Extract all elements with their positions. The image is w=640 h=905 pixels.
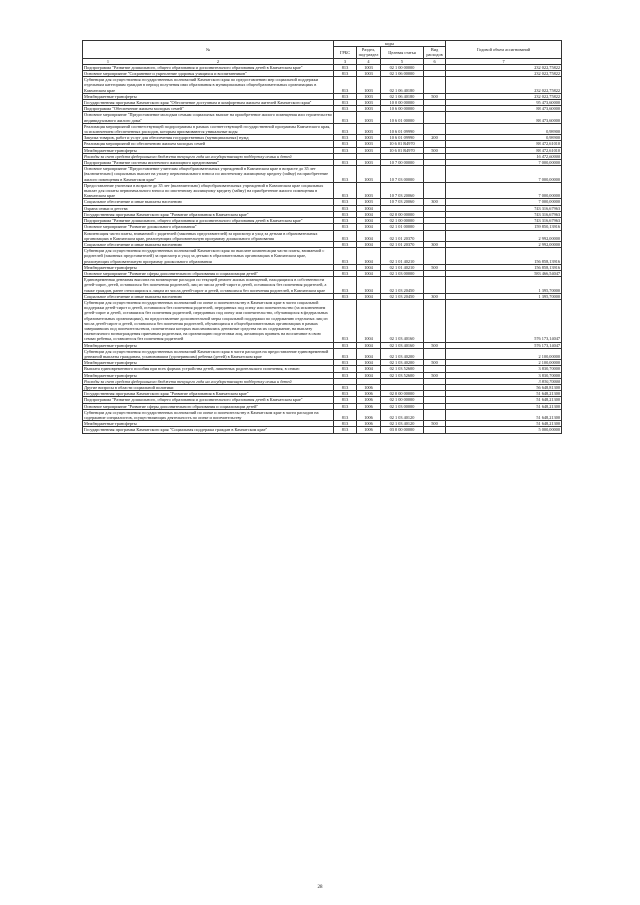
row-section: 1003 [357, 182, 381, 199]
table-row [83, 248, 562, 265]
row-grbs: 813 [334, 141, 357, 147]
column-index-label: 3 [343, 58, 347, 64]
row-target: 02 1 03 40200 [381, 348, 424, 359]
row-exp-type [424, 182, 446, 199]
row-target: 10 6 01 09990 [381, 135, 424, 141]
row-target: 10 0 00 00000 [381, 100, 424, 106]
header-target: Целевая статья [381, 47, 424, 58]
row-amount: 95 473,60000 [446, 100, 562, 106]
row-name: Межбюджетные трансферты [83, 372, 334, 378]
row-section: 1003 [357, 147, 381, 153]
header-grbs: ГРБС [334, 47, 357, 58]
row-name: Межбюджетные трансферты [83, 360, 334, 366]
row-grbs: 813 [334, 366, 357, 372]
row-section: 1004 [357, 348, 381, 359]
row-section: 1004 [357, 218, 381, 224]
row-target: 02 1 01 40210 [381, 264, 424, 270]
row-amount: 88 472,61010 [446, 141, 562, 147]
row-name: Подпрограмма "Развитие дошкольного, общего образования и дополнительного образования детей в Камчатском крае" [83, 218, 334, 224]
table-row [83, 123, 562, 134]
row-amount: 2 992,00000 [446, 230, 562, 241]
row-section: 1003 [357, 71, 381, 77]
row-amount: 88 472,61010 [446, 147, 562, 153]
row-name: Основное мероприятие "Сохранение и укрепление здоровья учащихся и воспитанников" [83, 71, 334, 77]
budget-table [82, 40, 562, 434]
row-target: 02 1 03 40160 [381, 342, 424, 348]
row-amount: 3 830,70000 [446, 378, 562, 384]
row-name: Государственная программа Камчатского края "Развитие образования в Камчатском крае" [83, 391, 334, 397]
row-target: 02 0 00 00000 [381, 211, 424, 217]
header-section: Раздел, под-раздел [357, 47, 381, 58]
row-section: 1004 [357, 299, 381, 342]
row-grbs: 813 [334, 241, 357, 247]
row-amount: 88 473,60000 [446, 112, 562, 123]
row-exp-type: 500 [424, 264, 446, 270]
row-grbs: 813 [334, 100, 357, 106]
row-amount: 156 858,13916 [446, 248, 562, 265]
row-amount: 159 850,13916 [446, 224, 562, 230]
row-name: Межбюджетные трансферты [83, 93, 334, 99]
row-name: Основное мероприятие "Предоставление учителям общеобразовательных учреждений в Камчатском крае в возрасте до 35 лет (включительно) социальных выплат на уплату первоначального взноса по ипотечному жилищному кредиту (займу) на приобретение жилого помещения в Камчатском крае" [83, 166, 334, 183]
row-section: 1004 [357, 224, 381, 230]
row-grbs: 813 [334, 224, 357, 230]
row-amount: 0,98900 [446, 123, 562, 134]
row-grbs: 813 [334, 147, 357, 153]
row-amount: 232 022,75822 [446, 77, 562, 94]
row-exp-type [424, 409, 446, 420]
row-target: 10 6 00 00000 [381, 106, 424, 112]
row-grbs: 813 [334, 264, 357, 270]
row-grbs: 813 [334, 397, 357, 403]
row-name: Расходы за счет средств федерального бюджета текущего года на государственную поддержку семьи и детей [83, 153, 334, 159]
row-amount: 51 648,21300 [446, 409, 562, 420]
row-name: Субвенции для осуществления государственных полномочий по опеке и попечительству в Камчатском крае в части расходов на содержание специалистов, осуществляющих деятельность по опеке и попечительству [83, 409, 334, 420]
row-section: 1006 [357, 391, 381, 397]
row-amount: 576 173,14047 [446, 299, 562, 342]
row-name: Основное мероприятие "Развитие сферы дополнительного образования и социализации детей" [83, 270, 334, 276]
row-grbs: 813 [334, 293, 357, 299]
row-section: 1004 [357, 241, 381, 247]
row-name: Выплата единовременного пособия при всех формах устройства детей, лишенных родительского попечения, в семью [83, 366, 334, 372]
row-name: Государственная программа Камчатского края "Развитие образования в Камчатском крае" [83, 211, 334, 217]
row-grbs: 813 [334, 421, 357, 427]
column-index-label: 4 [367, 58, 370, 64]
row-target: 10 7 00 00000 [381, 160, 424, 166]
row-name: Субвенции для осуществления государственных полномочий по опеке и попечительству в Камчатском крае в части социальной поддержки детей-сирот и детей, оставшихся без попечения родителей, переданных под опеку или попечительство (за исключением детей-сирот и детей, оставшихся без попечения родителей, переданных под опеку или попечительство, обучающихся в федеральных образовательных организациях), на предоставление дополнительной меры социальной поддержки по содержанию отдельных лиц из числа детей-сирот и детей, оставшихся без попечения родителей, обучающихся в общеобразовательных организациях в рамках завершивших под попечительством, попечителям которых выплачивались денежные средства на их содержание, на выплату ежемесячного вознаграждения приемным родителям, на организацию подготовки лиц, желающих принять на воспитание в свою семью ребенка, оставшегося без попечения родителей [83, 299, 334, 342]
row-exp-type: 500 [424, 147, 446, 153]
row-grbs: 813 [334, 409, 357, 420]
row-name: Основное мероприятие "Развитие сферы дополнительного образования и социализации детей" [83, 403, 334, 409]
row-target: 02 1 03 00000 [381, 403, 424, 409]
table-header [83, 41, 562, 65]
row-exp-type [424, 112, 446, 123]
row-name: Другие вопросы в области социальной политики [83, 384, 334, 390]
row-target: 02 1 06 40180 [381, 77, 424, 94]
row-amount: 7 000,00000 [446, 182, 562, 199]
row-target: 02 1 03 52600 [381, 372, 424, 378]
row-amount: 576 173,14047 [446, 342, 562, 348]
row-section: 1004 [357, 211, 381, 217]
page-number: 28 [317, 885, 323, 890]
row-exp-type [424, 77, 446, 94]
row-amount: 3 830,70000 [446, 366, 562, 372]
row-name: Компенсация части платы, взимаемой с родителей (законных представителей) за присмотр и уход за детьми в образовательных организациях в Камчатском крае, реализующих образовательную программу дошкольного образования [83, 230, 334, 241]
row-grbs: 813 [334, 93, 357, 99]
row-grbs: 813 [334, 182, 357, 199]
row-name: Социальное обеспечение и иные выплаты населению [83, 241, 334, 247]
row-section: 1003 [357, 112, 381, 123]
row-amount: 232 022,75822 [446, 93, 562, 99]
row-grbs: 813 [334, 270, 357, 276]
row-exp-type [424, 166, 446, 183]
row-amount: 7 000,00000 [446, 166, 562, 183]
row-section: 1006 [357, 384, 381, 390]
table-body [83, 64, 562, 433]
row-name: Межбюджетные трансферты [83, 342, 334, 348]
row-grbs: 813 [334, 199, 357, 205]
row-name: Предоставление учителям в возрасте до 35 лет (включительно) общеобразовательных учреждений в Камчатском крае социальных выплат для оплаты первоначального взноса по ипотечному жилищному кредиту (займу) на приобретение жилого помещения в Камчатском крае [83, 182, 334, 199]
row-exp-type [424, 348, 446, 359]
row-grbs: 813 [334, 123, 357, 134]
row-exp-type: 300 [424, 241, 446, 247]
row-amount: 2 100,00000 [446, 360, 562, 366]
row-section: 1004 [357, 342, 381, 348]
row-target: 02 1 03 00000 [381, 270, 424, 276]
header-number: № [83, 41, 334, 59]
table-row [83, 299, 562, 342]
row-target: 02 1 03 40120 [381, 421, 424, 427]
column-index [83, 58, 334, 64]
row-section: 1004 [357, 293, 381, 299]
row-grbs: 813 [334, 166, 357, 183]
table-row [83, 348, 562, 359]
row-exp-type: 300 [424, 199, 446, 205]
row-amount: 51 648,21300 [446, 391, 562, 397]
row-target: 10 7 03 00000 [381, 166, 424, 183]
row-section: 1004 [357, 360, 381, 366]
row-exp-type: 200 [424, 135, 446, 141]
row-target: 02 1 01 20370 [381, 230, 424, 241]
row-target: 10 6 01 R4970 [381, 141, 424, 147]
row-section: 1006 [357, 409, 381, 420]
column-index-label: 2 [216, 58, 220, 64]
row-name: Реализация мероприятий по обеспечению жильем молодых семей [83, 141, 334, 147]
row-grbs: 813 [334, 112, 357, 123]
row-amount: 3 830,70000 [446, 372, 562, 378]
row-name: Социальное обеспечение и иные выплаты населению [83, 199, 334, 205]
header-codes: коды [334, 41, 446, 47]
row-name: Государственная программа Камчатского края "Обеспечение доступным и комфортным жильем жителей Камчатского края" [83, 100, 334, 106]
row-section: 1003 [357, 106, 381, 112]
row-target: 02 1 03 40200 [381, 360, 424, 366]
row-section: 1003 [357, 135, 381, 141]
row-exp-type [424, 427, 446, 433]
row-target: 02 1 00 00000 [381, 64, 424, 70]
row-section: 1003 [357, 160, 381, 166]
row-section: 1006 [357, 427, 381, 433]
row-name: Основное мероприятие "Развитие дошкольного образования" [83, 224, 334, 230]
row-target: 10 6 01 09990 [381, 123, 424, 134]
row-grbs: 813 [334, 205, 357, 211]
row-section: 1006 [357, 397, 381, 403]
row-amount: 7 000,00000 [446, 199, 562, 205]
row-exp-type [424, 123, 446, 134]
row-amount: 51 648,21300 [446, 397, 562, 403]
row-target: 02 1 01 00000 [381, 224, 424, 230]
row-section: 1003 [357, 100, 381, 106]
row-amount: 583 466,54047 [446, 270, 562, 276]
row-grbs: 813 [334, 64, 357, 70]
row-name: Социальное обеспечение и иные выплаты населению [83, 293, 334, 299]
row-target: 02 1 03 40160 [381, 299, 424, 342]
row-section: 1004 [357, 230, 381, 241]
row-section: 1003 [357, 166, 381, 183]
row-name: Подпрограмма "Развитие системы ипотечного жилищного кредитования" [83, 160, 334, 166]
row-exp-type: 500 [424, 342, 446, 348]
row-section: 1004 [357, 277, 381, 294]
row-grbs: 813 [334, 218, 357, 224]
row-name: Субвенции для осуществления государственных полномочий Камчатского края в части расходов на предоставление единовременной денежной выплаты гражданам, усыновившим (удочерившим) ребенка (детей) в Камчатском крае [83, 348, 334, 359]
row-target: 02 1 01 40210 [381, 248, 424, 265]
row-amount: 56 648,81300 [446, 384, 562, 390]
row-exp-type: 500 [424, 93, 446, 99]
row-grbs: 813 [334, 230, 357, 241]
row-target: 02 1 03 52600 [381, 366, 424, 372]
row-name: Межбюджетные трансферты [83, 264, 334, 270]
row-section: 1004 [357, 205, 381, 211]
row-section: 1003 [357, 141, 381, 147]
row-grbs: 813 [334, 71, 357, 77]
row-exp-type: 500 [424, 360, 446, 366]
budget-table-page [82, 40, 561, 434]
row-exp-type: 300 [424, 293, 446, 299]
row-target: 02 1 03 20450 [381, 277, 424, 294]
row-grbs: 813 [334, 135, 357, 141]
row-amount: 7 000,00000 [446, 160, 562, 166]
table-row [83, 77, 562, 94]
row-amount: 743 316,67963 [446, 218, 562, 224]
row-section: 1006 [357, 421, 381, 427]
row-amount: 743 316,67963 [446, 211, 562, 217]
row-amount: 1 395,70000 [446, 293, 562, 299]
row-section: 1003 [357, 199, 381, 205]
table-row [83, 427, 562, 433]
row-amount: 0,98900 [446, 135, 562, 141]
row-amount: 743 316,67963 [446, 205, 562, 211]
row-amount: 2 100,00000 [446, 348, 562, 359]
row-exp-type [424, 230, 446, 241]
row-target: 02 1 03 20450 [381, 293, 424, 299]
row-exp-type: 500 [424, 372, 446, 378]
row-target: 03 0 00 00000 [381, 427, 424, 433]
header-exp-type: Вид расходов [424, 47, 446, 58]
table-row [83, 182, 562, 199]
row-grbs: 813 [334, 384, 357, 390]
row-exp-type: 500 [424, 421, 446, 427]
row-amount: 16 472,60000 [446, 153, 562, 159]
column-index-label: 7 [502, 58, 505, 64]
row-section: 1003 [357, 77, 381, 94]
table-row [83, 230, 562, 241]
row-section: 1004 [357, 264, 381, 270]
row-exp-type [424, 248, 446, 265]
row-grbs: 813 [334, 391, 357, 397]
row-target: 10 7 03 20060 [381, 199, 424, 205]
row-grbs: 813 [334, 211, 357, 217]
row-section: 1004 [357, 248, 381, 265]
row-exp-type [424, 277, 446, 294]
row-section: 1003 [357, 93, 381, 99]
column-index-label: 6 [433, 58, 436, 64]
row-name: Основное мероприятие "Предоставление молодым семьям социальных выплат на приобретение жилого помещения или строительство индивидуального жилого дома" [84, 112, 332, 123]
row-amount: 88 473,60000 [446, 106, 562, 112]
row-target: 10 7 03 20060 [381, 182, 424, 199]
row-name: Подпрограмма "Развитие дошкольного, общего образования и дополнительного образования детей в Камчатском крае" [83, 64, 334, 70]
row-name: Субвенции для осуществления государственных полномочий Камчатского края по предоставлению мер социальной поддержки отдельным категориям граждан в период получения ими образования в муниципальных общеобразовательных организациях в Камчатском крае [83, 77, 334, 94]
row-name: Расходы за счет средств федерального бюджета текущего года на государственную поддержку семьи и детей [83, 378, 334, 384]
row-name: Подпрограмма "Обеспечение жильем молодых семей" [83, 106, 334, 112]
row-amount: 232 022,75822 [446, 71, 562, 77]
row-grbs: 813 [334, 403, 357, 409]
row-name: Реализация мероприятий соответствующей подпрограммы в рамках соответствующей государственной программы Камчатского края, за исключением обеспеченных расходов, которым присваиваются уникальные коды [83, 123, 334, 134]
row-section: 1004 [357, 372, 381, 378]
row-target: 02 1 06 00000 [381, 71, 424, 77]
row-grbs: 813 [334, 372, 357, 378]
row-target: 02 1 01 20370 [381, 241, 424, 247]
row-target: 02 0 00 00000 [381, 391, 424, 397]
column-index-label: 5 [400, 58, 404, 64]
row-name: Межбюджетные трансферты [83, 421, 334, 427]
row-section: 1004 [357, 270, 381, 276]
row-target: 02 1 06 40180 [381, 93, 424, 99]
row-grbs: 813 [334, 77, 357, 94]
row-name: Межбюджетные трансферты [83, 147, 334, 153]
row-grbs: 813 [334, 360, 357, 366]
row-name: Государственная программа Камчатского края "Социальная поддержка граждан в Камчатском крае" [83, 427, 334, 433]
row-amount: 5 000,00000 [446, 427, 562, 433]
row-amount: 232 022,75822 [446, 64, 562, 70]
row-name: Субвенции для осуществления государственных полномочий Камчатского края по выплате компенсации части платы, взимаемой с родителей (законных представителей) за присмотр и уход за детьми в образовательных организациях в Камчатском крае, реализующих образовательную программу дошкольного образования [83, 248, 334, 265]
row-amount: 51 648,21300 [446, 421, 562, 427]
table-row [83, 409, 562, 420]
row-section: 1003 [357, 123, 381, 134]
row-name: Закупка товаров, работ и услуг для обеспечения государственных (муниципальных) нужд [83, 135, 334, 141]
column-index-label: 1 [106, 58, 110, 64]
row-grbs: 813 [334, 160, 357, 166]
row-grbs: 813 [334, 248, 357, 265]
row-name: Подпрограмма "Развитие дошкольного, общего образования и дополнительного образования детей в Камчатском крае" [83, 397, 334, 403]
row-name: Единовременная денежная выплата на возмещение расходов по текущей ремонт жилых помещений, находящихся в собственности детей-сирот, детей, оставшихся без попечения родителей, лиц из числа детей-сирот и детей, оставшихся без попечения родителей, а также граждан, ранее относящихся к лицам из числа детей-сирот и детей, оставшихся без попечения родителей, в Камчатском крае [83, 277, 334, 294]
row-amount: 156 858,13916 [446, 264, 562, 270]
row-target: 02 1 03 40120 [381, 409, 424, 420]
row-amount: 1 395,70000 [446, 277, 562, 294]
row-target: 02 1 00 00000 [381, 218, 424, 224]
row-exp-type [424, 299, 446, 342]
row-section: 1004 [357, 366, 381, 372]
row-name: Охрана семьи и детства [83, 205, 334, 211]
header-total: Годовой объем ассигнований [446, 41, 562, 59]
row-grbs: 813 [334, 106, 357, 112]
row-section: 1006 [357, 403, 381, 409]
row-grbs: 813 [334, 277, 357, 294]
table-row [83, 277, 562, 294]
table-row [83, 166, 562, 183]
row-grbs: 813 [334, 342, 357, 348]
row-grbs: 813 [334, 299, 357, 342]
row-section: 1003 [357, 64, 381, 70]
row-target: 02 1 00 00000 [381, 397, 424, 403]
row-grbs: 813 [334, 348, 357, 359]
row-amount: 2 992,00000 [446, 241, 562, 247]
row-target: 10 6 01 00000 [381, 112, 424, 123]
row-amount: 51 648,21300 [446, 403, 562, 409]
row-target: 10 6 01 R4970 [381, 147, 424, 153]
table-row [83, 112, 562, 123]
row-grbs: 813 [334, 427, 357, 433]
